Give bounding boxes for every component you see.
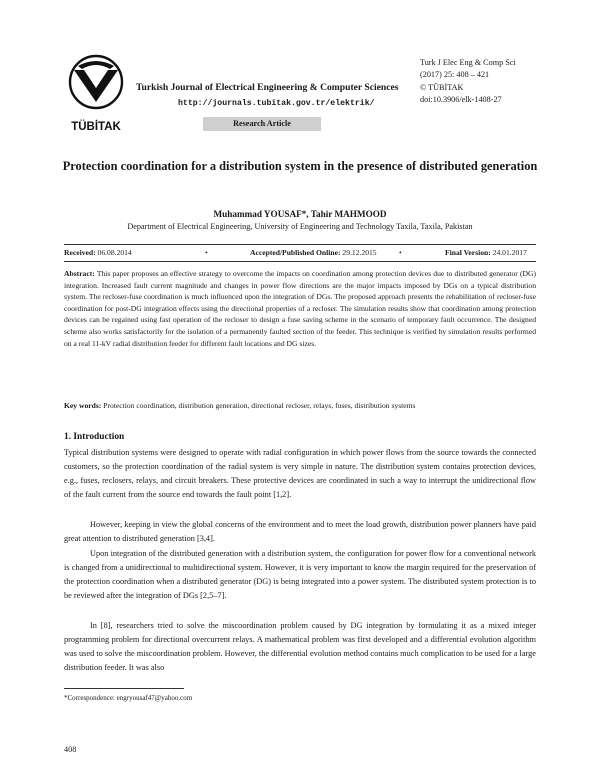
accepted-label: Accepted/Published Online: [250,248,341,257]
abstract-text: This paper proposes an effective strategy to overcome the impacts on coordination among protection devices due to distributed generator (DG) integration. Increased fault current magnitude and changes in power flow directions are the major impacts imposed by DGs on a typical distribution system. The recloser-fuse coordination is much influenced upon the integration of DGs. The proposed approach presents the rehabilitation of recloser-fuse coordination for post-DG integration effects using the directional properties of a recloser. The simulation results show that coordination among protection devices can be regained using fast operation of the recloser to design a fuse saving scheme in the scenario of temporary fault occurrence. The designed scheme also works satisfactorily for the isolation of a permanently faulted section of the feeder. This technique is verified by simulation results performed on a real 11-kV radial distribution feeder for different fault locations and DG sizes. [64,269,536,348]
paper-title: Protection coordination for a distribution system in the presence of distributed generation [62,159,538,173]
authors: Muhammad YOUSAF*, Tahir MAHMOOD [213,209,387,219]
doi-link[interactable]: doi:10.3906/elk-1408-27 [420,95,502,105]
date-separator-2: • [399,248,402,257]
dates-row [64,248,536,260]
final-date: 24.01.2017 [492,248,527,257]
divider-bottom [64,261,536,262]
paragraph-3: Upon integration of the distributed generation with a distribution system, the configuration for power flow for a conventional network is changed from a unidirectional to multidirectional system. However, it is very important to know the margin required for the preservation of the protection coordination when a distributed generator (DG) is being integrated into a power system. The distributed system protection is to be reviewed after the integration of DGs [2,5–7]. [64,549,536,600]
citation-block [420,57,516,107]
abstract-label: Abstract: [64,269,95,278]
affiliation: Department of Electrical Engineering, University of Engineering and Technology Taxila, Taxila, Pakistan [127,222,473,231]
received-date: 06.08.2014 [97,248,132,257]
journal-url-link[interactable]: http://journals.tubitak.gov.tr/elektrik/ [178,99,375,108]
abstract [64,268,536,349]
footnote-divider [64,688,184,689]
logo-wordmark: TÜBİTAK [71,121,121,133]
article-type-badge: Research Article [203,117,321,131]
final-label: Final Version: [445,248,491,257]
divider-top [64,244,536,245]
accepted-date: 29.12.2015 [342,248,377,257]
date-separator-1: • [205,248,208,257]
copyright: © TÜBİTAK [420,82,464,92]
page-number: 408 [64,745,77,754]
keywords-text: Protection coordination, distribution generation, directional recloser, relays, fuses, distribution systems [103,401,416,410]
paragraph-1: Typical distribution systems were designed to operate with radial configuration in which power flows from the source towards the connected customers, so the protection coordination of the radial system is very simple in nature. The distribution system contains protection devices, e.g., fuses, reclosers, relays, and circuit breakers. These protective devices are coordinated in such a way to interrupt the unidirectional flow of the fault current from the source end towards the fault point [1,2]. [64,448,536,499]
keywords [64,400,536,412]
keywords-label: Key words: [64,401,102,410]
paragraph-2: However, keeping in view the global concerns of the environment and to meet the load growth, distribution power planners have paid great attention to distributed generation [3,4]. [64,520,536,543]
tubitak-logo [64,52,128,134]
citation-volume: (2017) 25: 408 – 421 [420,70,490,80]
paragraph-4: In [8], researchers tried to solve the miscoordination problem caused by DG integration by formulating it as a mixed integer programming problem for directional overcurrent relays. A mathematical problem was first developed and a differential evolution algorithm was used to solve the miscoordination problem. However, the differential evolution method contains much complication to be used for a large distribution feeder. It was also [64,621,536,672]
received-label: Received: [64,248,96,257]
correspondence-footnote: *Correspondence: engryousaf47@yahoo.com [64,694,193,702]
journal-name: Turkish Journal of Electrical Engineering & Computer Sciences [136,82,399,93]
section-heading: 1. Introduction [64,432,125,442]
citation-journal: Turk J Elec Eng & Comp Sci [420,58,516,67]
